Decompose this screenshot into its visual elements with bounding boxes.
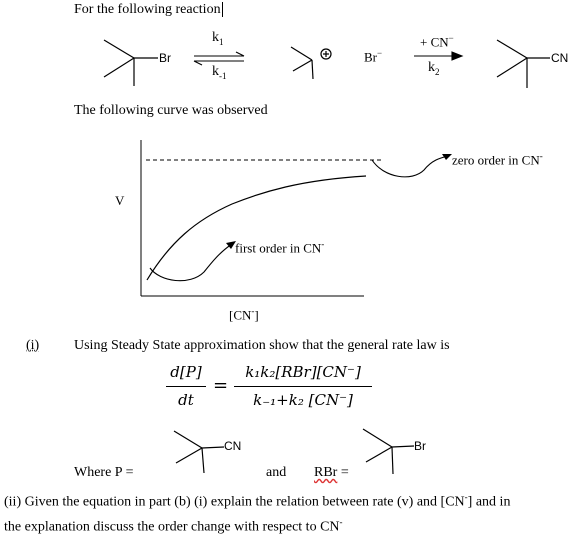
equation-rhs-bar [234,386,372,387]
x-axis-label: [CN-] [229,306,259,323]
equation-equals: = [213,375,229,396]
first-order-annotation: first order in CN- [235,239,325,256]
tert-butyl-bromide-structure [104,40,158,86]
part-ii-line1: (ii) Given the equation in part (b) (i) explain the relation between rate (v) and [CN-] and in [4,492,511,510]
equation-lhs-numerator: d[P] [170,363,202,381]
zero-order-annotation: zero order in CN- [452,151,543,168]
zero-order-arrow [372,156,448,177]
rbr-br-label: Br [414,439,426,453]
p-structure [174,431,224,473]
part-i-text: Using Steady State approximation show that the general rate law is [74,338,450,353]
equation-rhs-denominator: k₋₁+k₂ [CN⁻] [253,391,353,409]
y-axis-label: V [115,193,125,208]
k-minus1-label: $k_{-1}$ [212,64,227,81]
k1-label: $k_1$ [212,30,224,47]
tert-butyl-cyanide-structure [497,40,550,88]
part-i-marker: (i) [26,338,40,353]
equation-rhs-numerator: k₁k₂[RBr][CN⁻] [245,363,361,381]
plus-cyanide-label: + CN− [420,33,454,50]
bromide-ion-label: Br− [364,48,383,65]
forward-arrow [414,52,462,60]
reactant-br-label: Br [159,51,171,65]
part-ii-line2: the explanation discuss the order change with respect to CN- [4,517,343,535]
where-p-label: Where P = [74,465,134,480]
rate-curve [147,176,366,280]
p-cn-label: CN [224,439,242,453]
carbocation-structure [291,47,331,79]
equation-lhs-denominator: dt [178,391,194,409]
and-label: and [266,465,287,480]
product-cn-label: CN [551,51,569,65]
rbr-label: RBr = [314,465,349,480]
intro-text: For the following reaction [74,2,221,17]
rate-graph [141,140,452,296]
curve-intro-text: The following curve was observed [74,103,268,118]
equation-lhs-bar [166,386,206,387]
first-order-arrow [150,244,232,281]
k2-label: $k_2$ [428,60,440,77]
rbr-structure [363,429,414,474]
